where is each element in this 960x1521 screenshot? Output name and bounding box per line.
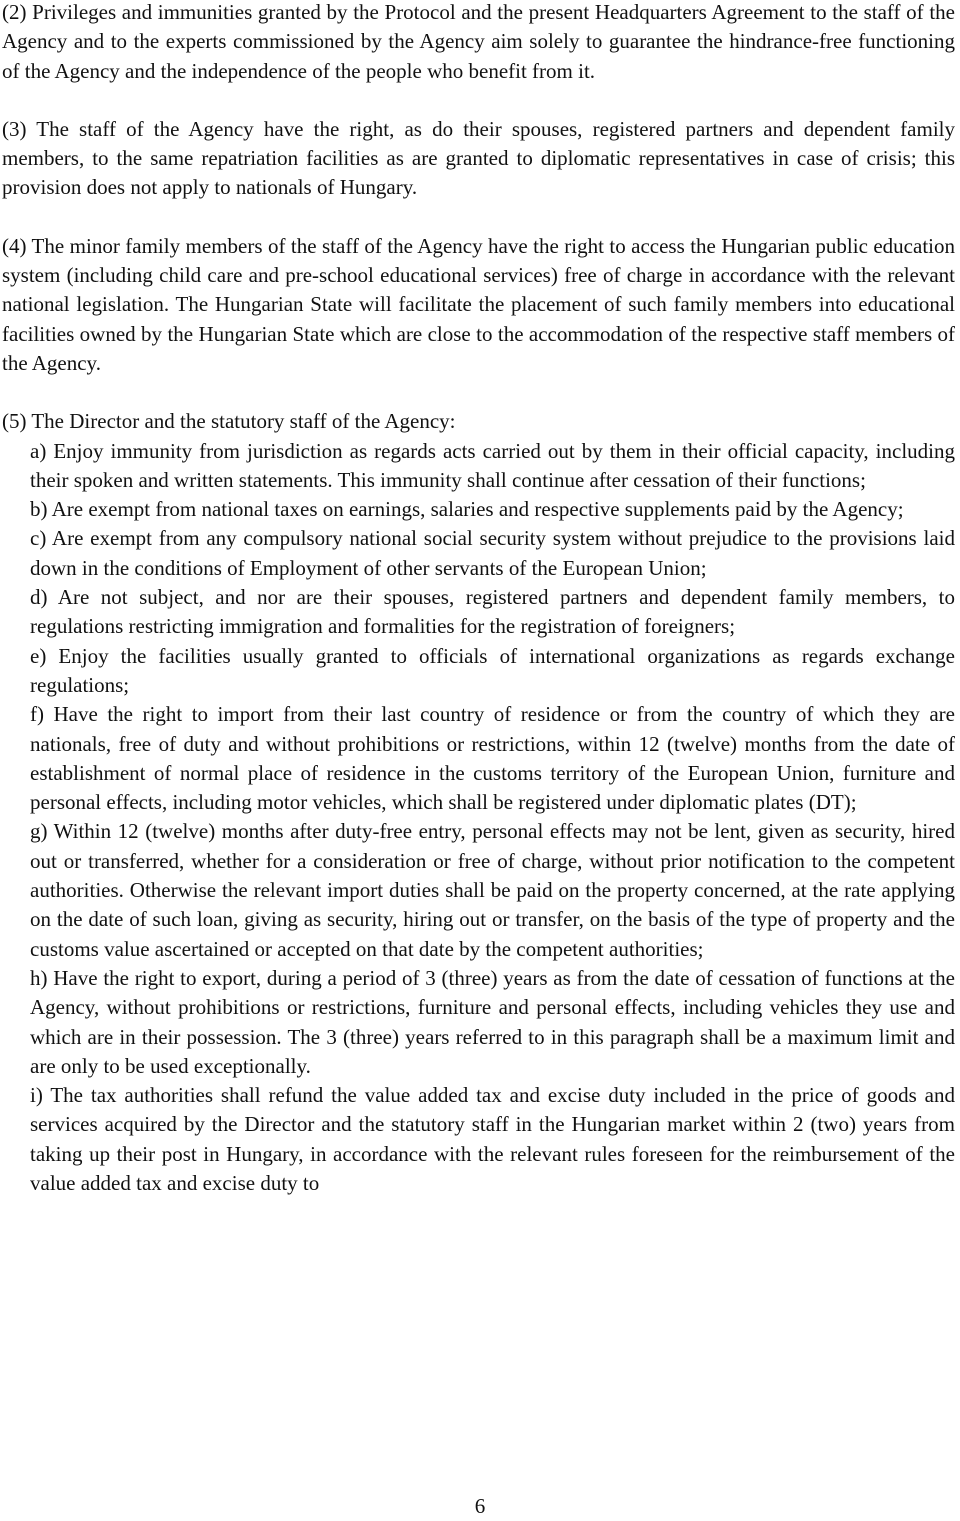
item-a: a) Enjoy immunity from jurisdiction as regards acts carried out by them in their official capacity, including their spoken and written statements. This immunity shall continue after cessation of their functions; — [30, 438, 955, 492]
item-g: g) Within 12 (twelve) months after duty-free entry, personal effects may not be lent, given as security, hired out or transferred, whether for a consideration or free of charge, without prior notification to the competent authorities. Otherwise the relevant import duties shall be paid on the property concerned, at the rate applying on the date of such loan, giving as security, hiring out or transfer, on the basis of the type of property and the customs value ascertained or accepted on that date by the competent authorities; — [30, 819, 955, 961]
page-number: 6 — [474, 1494, 486, 1518]
paragraph-4: (4) The minor family members of the staff of the Agency have the right to access the Hungarian public education system (including child care and pre-school educational services) free of charge in accordance with the relevant national legislation. The Hungarian State will facilitate the placement of such family members into educational facilities owned by the Hungarian State which are close to the accommodation of the respective staff members of the Agency. — [2, 233, 955, 375]
paragraph-2: (2) Privileges and immunities granted by the Protocol and the present Headquarters Agreement to the staff of the Agency and to the experts commissioned by the Agency aim solely to guarantee the hindrance-free functioning of the Agency and the independence of the people who benefit from it. — [2, 0, 955, 83]
item-f: f) Have the right to import from their last country of residence or from the country of which they are nationals, free of duty and without prohibitions or restrictions, within 12 (twelve) months from the date of establishment of normal place of residence in the customs territory of the European Union, furniture and personal effects, including motor vehicles, which shall be registered under diplomatic plates (DT); — [30, 702, 955, 815]
paragraph-5-intro: (5) The Director and the statutory staff of the Agency: — [2, 409, 456, 434]
paragraph-5-items — [2, 437, 955, 1199]
item-c: c) Are exempt from any compulsory national social security system without prejudice to the provisions laid down in the conditions of Employment of other servants of the European Union; — [30, 526, 955, 580]
item-b: b) Are exempt from national taxes on earnings, salaries and respective supplements paid by the Agency; — [30, 497, 904, 522]
item-d: d) Are not subject, and nor are their spouses, registered partners and dependent family members, to regulations restricting immigration and formalities for the registration of foreigners; — [30, 585, 955, 639]
item-h: h) Have the right to export, during a period of 3 (three) years as from the date of cessation of functions at the Agency, without prohibitions or restrictions, furniture and personal effects, including vehicles they use and which are in their possession. The 3 (three) years referred to in this paragraph shall be a maximum limit and are only to be used exceptionally. — [30, 965, 955, 1078]
paragraph-3: (3) The staff of the Agency have the right, as do their spouses, registered partners and dependent family members, to the same repatriation facilities as are granted to diplomatic representatives in case of crisis; this provision does not apply to nationals of Hungary. — [2, 116, 955, 200]
item-e: e) Enjoy the facilities usually granted to officials of international organizations as regards exchange regulations; — [30, 643, 955, 697]
body-text — [2, 0, 955, 1198]
item-i: i) The tax authorities shall refund the value added tax and excise duty included in the price of goods and services acquired by the Director and the statutory staff in the Hungarian market within 2 (two) years from taking up their post in Hungary, in accordance with the relevant rules foreseen for the reimbursement of the value added tax and excise duty to — [30, 1083, 955, 1195]
